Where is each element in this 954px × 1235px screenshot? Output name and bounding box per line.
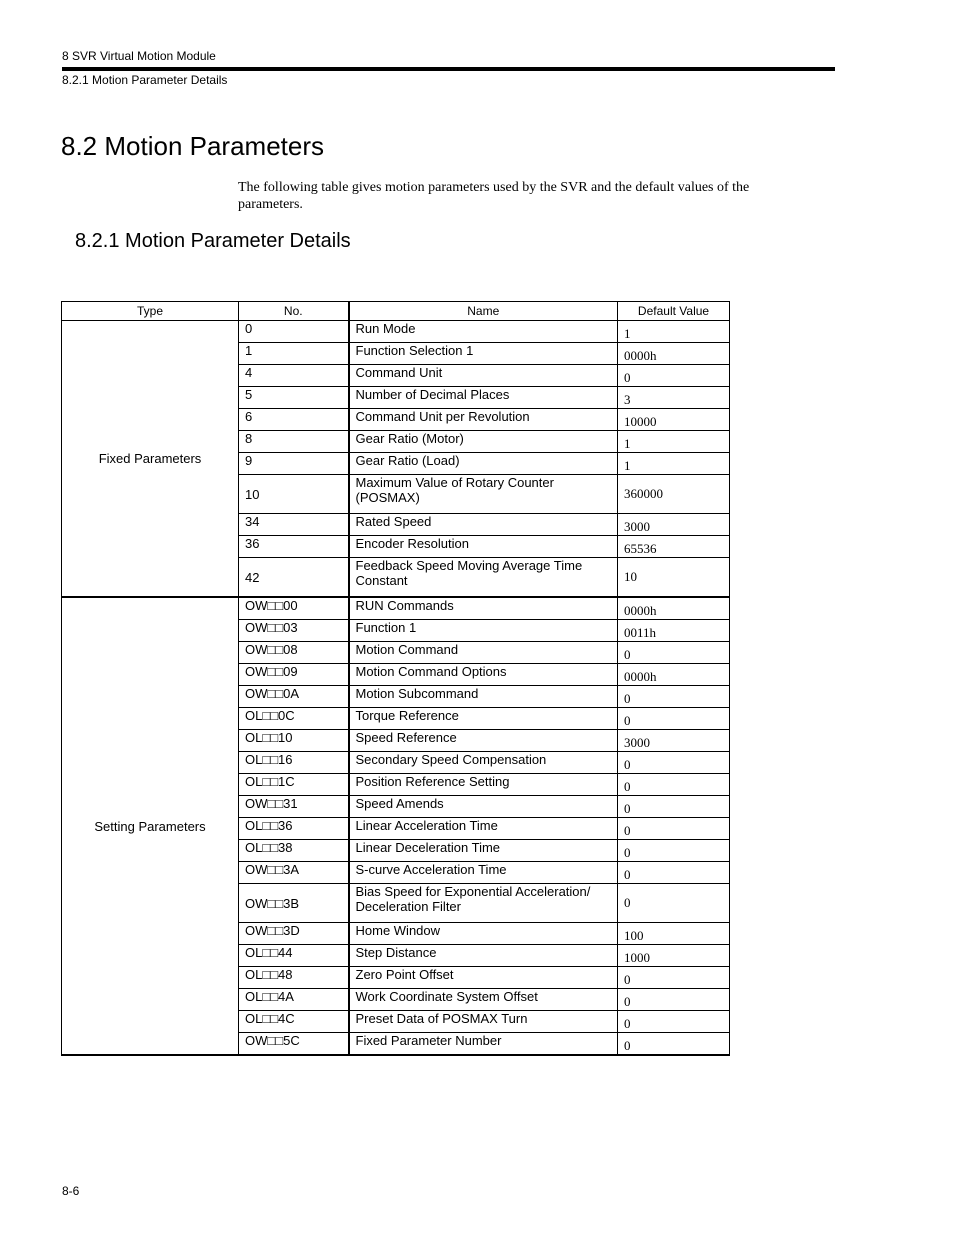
parameter-name-cell: Position Reference Setting — [349, 774, 618, 796]
parameter-type-cell: Fixed Parameters — [62, 321, 239, 598]
default-value-cell: 0000h — [618, 664, 730, 686]
parameter-name-cell: Linear Acceleration Time — [349, 818, 618, 840]
page-number: 8-6 — [62, 1184, 80, 1198]
parameter-type-cell: Setting Parameters — [62, 597, 239, 1055]
parameter-number-cell: 34 — [239, 514, 349, 536]
page-title: 8.2 Motion Parameters — [61, 131, 325, 161]
parameter-name-cell: Speed Reference — [349, 730, 618, 752]
parameter-name-cell: Torque Reference — [349, 708, 618, 730]
parameter-name-cell: Maximum Value of Rotary Counter (POSMAX) — [349, 475, 618, 514]
parameter-number-cell: OW□□3D — [239, 923, 349, 945]
default-value-cell: 3 — [618, 387, 730, 409]
parameter-number-cell: 5 — [239, 387, 349, 409]
parameter-number-cell: OW□□0A — [239, 686, 349, 708]
parameter-name-cell: Fixed Parameter Number — [349, 1033, 618, 1056]
parameter-number-cell: OL□□0C — [239, 708, 349, 730]
default-value-cell: 0 — [618, 365, 730, 387]
default-value-cell: 1 — [618, 453, 730, 475]
parameter-number-cell: OL□□36 — [239, 818, 349, 840]
parameter-name-cell: Speed Amends — [349, 796, 618, 818]
default-value-cell: 0 — [618, 708, 730, 730]
parameter-number-cell: OW□□09 — [239, 664, 349, 686]
parameter-number-cell: 10 — [239, 475, 349, 514]
parameter-number-cell: OL□□38 — [239, 840, 349, 862]
default-value-cell: 360000 — [618, 475, 730, 514]
parameter-name-cell: Zero Point Offset — [349, 967, 618, 989]
setting-parameters-group — [62, 597, 730, 1055]
header-rule — [62, 67, 835, 71]
parameter-number-cell: OW□□31 — [239, 796, 349, 818]
default-value-cell: 0 — [618, 989, 730, 1011]
parameter-name-cell: Function Selection 1 — [349, 343, 618, 365]
parameter-number-cell: OL□□1C — [239, 774, 349, 796]
default-value-cell: 3000 — [618, 730, 730, 752]
default-value-cell: 0 — [618, 884, 730, 923]
default-value-cell: 3000 — [618, 514, 730, 536]
parameter-number-cell: 1 — [239, 343, 349, 365]
parameter-number-cell: OW□□3A — [239, 862, 349, 884]
parameter-number-cell: 42 — [239, 558, 349, 598]
parameter-number-cell: OL□□16 — [239, 752, 349, 774]
default-value-cell: 0 — [618, 862, 730, 884]
parameter-name-cell: Bias Speed for Exponential Acceleration/ Deceleration Filter — [349, 884, 618, 923]
section-title: 8.2.1 Motion Parameter Details — [75, 230, 351, 252]
parameter-number-cell: 36 — [239, 536, 349, 558]
default-value-cell: 0011h — [618, 620, 730, 642]
parameter-name-cell: Linear Deceleration Time — [349, 840, 618, 862]
parameter-name-cell: Motion Command Options — [349, 664, 618, 686]
parameter-name-cell: Function 1 — [349, 620, 618, 642]
parameter-number-cell: 6 — [239, 409, 349, 431]
parameter-name-cell: Run Mode — [349, 321, 618, 343]
default-value-cell: 0 — [618, 796, 730, 818]
parameter-name-cell: RUN Commands — [349, 597, 618, 620]
intro-paragraph: The following table gives motion parameters used by the SVR and the default values of the parameters. — [238, 180, 750, 212]
parameter-name-cell: Encoder Resolution — [349, 536, 618, 558]
parameter-number-cell: OW□□00 — [239, 597, 349, 620]
fixed-parameters-group — [62, 321, 730, 598]
default-value-cell: 100 — [618, 923, 730, 945]
default-value-cell: 1 — [618, 321, 730, 343]
parameter-name-cell: Work Coordinate System Offset — [349, 989, 618, 1011]
parameter-number-cell: 9 — [239, 453, 349, 475]
column-header-no: No. — [239, 302, 349, 321]
parameter-name-cell: Motion Subcommand — [349, 686, 618, 708]
parameter-number-cell: 8 — [239, 431, 349, 453]
default-value-cell: 0 — [618, 840, 730, 862]
table-row — [62, 321, 730, 343]
parameter-number-cell: OL□□10 — [239, 730, 349, 752]
table-header-row — [62, 302, 730, 321]
parameter-number-cell: OW□□5C — [239, 1033, 349, 1056]
parameter-number-cell: OL□□48 — [239, 967, 349, 989]
parameter-name-cell: Command Unit per Revolution — [349, 409, 618, 431]
table-row — [62, 597, 730, 620]
parameter-name-cell: Secondary Speed Compensation — [349, 752, 618, 774]
column-header-name: Name — [349, 302, 618, 321]
default-value-cell: 0 — [618, 818, 730, 840]
parameter-name-cell: S-curve Acceleration Time — [349, 862, 618, 884]
parameter-name-cell: Command Unit — [349, 365, 618, 387]
default-value-cell: 0 — [618, 1033, 730, 1056]
parameter-number-cell: 4 — [239, 365, 349, 387]
parameter-number-cell: 0 — [239, 321, 349, 343]
parameter-number-cell: OL□□4C — [239, 1011, 349, 1033]
default-value-cell: 10000 — [618, 409, 730, 431]
running-header-section: 8.2.1 Motion Parameter Details — [62, 73, 228, 87]
default-value-cell: 0 — [618, 642, 730, 664]
motion-parameter-table — [61, 301, 730, 1056]
default-value-cell: 0 — [618, 752, 730, 774]
default-value-cell: 1000 — [618, 945, 730, 967]
parameter-name-cell: Home Window — [349, 923, 618, 945]
parameter-name-cell: Gear Ratio (Motor) — [349, 431, 618, 453]
default-value-cell: 0 — [618, 774, 730, 796]
parameter-name-cell: Preset Data of POSMAX Turn — [349, 1011, 618, 1033]
parameter-name-cell: Step Distance — [349, 945, 618, 967]
parameter-number-cell: OW□□3B — [239, 884, 349, 923]
parameter-name-cell: Gear Ratio (Load) — [349, 453, 618, 475]
default-value-cell: 10 — [618, 558, 730, 598]
running-header-chapter: 8 SVR Virtual Motion Module — [62, 49, 216, 63]
default-value-cell: 0 — [618, 967, 730, 989]
default-value-cell: 0000h — [618, 343, 730, 365]
column-header-type: Type — [62, 302, 239, 321]
parameter-name-cell: Rated Speed — [349, 514, 618, 536]
parameter-name-cell: Motion Command — [349, 642, 618, 664]
parameter-name-cell: Feedback Speed Moving Average Time Constant — [349, 558, 618, 598]
parameter-number-cell: OW□□08 — [239, 642, 349, 664]
default-value-cell: 0000h — [618, 597, 730, 620]
default-value-cell: 0 — [618, 1011, 730, 1033]
column-header-default-value: Default Value — [618, 302, 730, 321]
default-value-cell: 65536 — [618, 536, 730, 558]
default-value-cell: 1 — [618, 431, 730, 453]
default-value-cell: 0 — [618, 686, 730, 708]
parameter-number-cell: OL□□44 — [239, 945, 349, 967]
parameter-name-cell: Number of Decimal Places — [349, 387, 618, 409]
parameter-number-cell: OW□□03 — [239, 620, 349, 642]
parameter-number-cell: OL□□4A — [239, 989, 349, 1011]
